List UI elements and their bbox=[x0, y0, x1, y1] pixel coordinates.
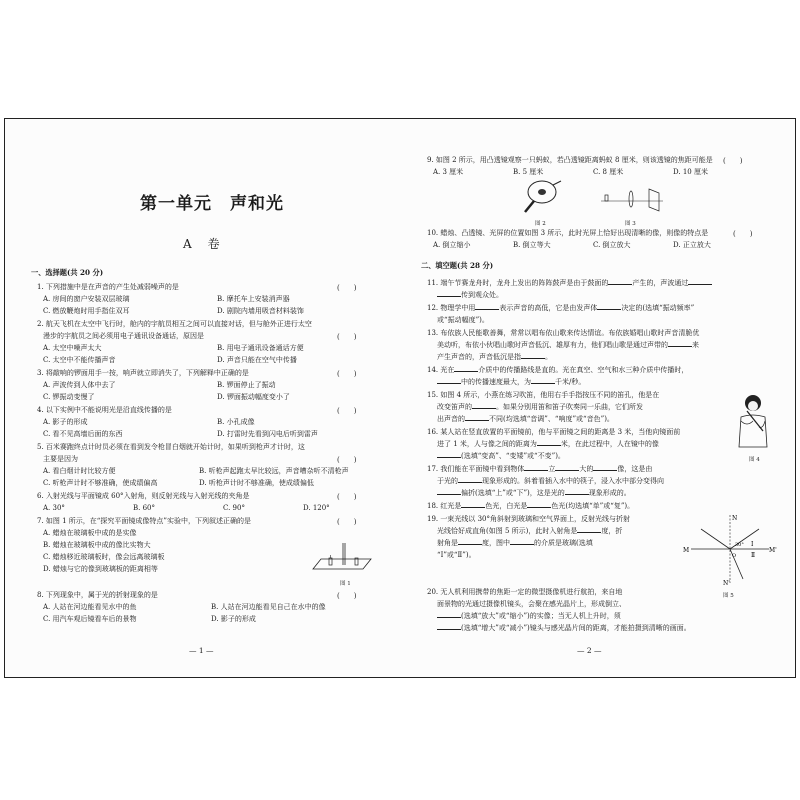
question-10-option-d: D. 正立放大 bbox=[673, 241, 711, 249]
question-8-option-d: D. 影子的形成 bbox=[211, 615, 256, 623]
figure-1-caption: 图 1 bbox=[340, 581, 351, 587]
question-3-stem: 3. 将敲响的锣面用手一按，响声就立即消失了，下列解释中正确的是 bbox=[37, 369, 249, 377]
figure-4-flute-player bbox=[733, 391, 777, 453]
question-11-line-1: 11. 端午节赛龙舟时，龙舟上发出的阵阵鼓声是由于鼓面的 产生的，声波通过 bbox=[427, 279, 712, 287]
question-1-option-d: D. 剧院内墙用吸音材料装饰 bbox=[217, 307, 304, 315]
question-14-line-2: 中的传播速度最大，为 千米/秒。 bbox=[437, 378, 585, 386]
question-19-line-4: “Ⅰ”或“Ⅱ”)。 bbox=[437, 551, 476, 559]
question-6-stem: 6. 入射光线与平面镜成 60°入射角，则反射光线与入射光线的夹角是 bbox=[37, 492, 250, 500]
figure-5-label-m-prime: M' bbox=[769, 547, 777, 554]
question-3-option-a: A. 声波传到人体中去了 bbox=[43, 381, 116, 389]
figure-5-label-m: M bbox=[683, 547, 690, 554]
question-20-line-4: (选填“增大”或“减小”)镜头与感光晶片间的距离，才能拍摄到清晰的画面。 bbox=[437, 624, 691, 632]
question-17-line-1: 17. 我们能在平面镜中看到物体 立 大的 像，这是由 bbox=[427, 465, 653, 473]
question-6-option-c: C. 90° bbox=[223, 504, 245, 512]
question-2-stem-cont: 漫步的宇航员之间必须用电子通讯设备通话，原因是 bbox=[43, 332, 204, 340]
figure-3-lens-setup bbox=[601, 185, 665, 215]
figure-5-label-n: N bbox=[732, 515, 738, 522]
question-13-line-3: 产生声音的，声音低沉是指 。 bbox=[437, 353, 552, 361]
question-3-option-d: D. 锣面振动幅度变小了 bbox=[217, 393, 290, 401]
figure-5-caption: 图 5 bbox=[723, 593, 734, 599]
question-3-option-b: B. 锣面停止了振动 bbox=[217, 381, 276, 389]
question-8-option-c: C. 用汽车观后镜看车后的景物 bbox=[43, 615, 137, 623]
figure-5-medium-2: Ⅱ bbox=[751, 552, 756, 559]
question-10-option-c: C. 倒立放大 bbox=[593, 241, 631, 249]
volume-label: A 卷 bbox=[183, 237, 222, 251]
question-16-line-1: 16. 某人站在竖直放置的平面镜前，他与平面镜之间的距离是 3 米，当他向镜面前 bbox=[427, 428, 681, 436]
question-2-option-c: C. 太空中不能传播声音 bbox=[43, 356, 116, 364]
question-12-line-1: 12. 物理学中用 表示声音的高低，它是由发声体 决定的(选填“振动频率” bbox=[427, 304, 695, 312]
question-20-line-2: 面景物的光通过摄像机镜头，会聚在感光晶片上，形成倒立、 bbox=[437, 600, 626, 608]
question-7-option-b: B. 蜡烛在玻璃板中成的像比实物大 bbox=[43, 541, 151, 549]
question-9-option-a: A. 3 厘米 bbox=[433, 168, 464, 176]
question-5-option-b: B. 听枪声起跑太早比较远，声音嘈杂听不清枪声 bbox=[199, 467, 349, 475]
left-page bbox=[5, 119, 399, 677]
question-7-answer-paren: ( ) bbox=[337, 518, 357, 526]
question-5-stem: 5. 百米赛跑终点计时员必须在看到发令枪冒白烟就开始计时，如果听到枪声才计时，这 bbox=[37, 443, 305, 451]
question-6-option-b: B. 60° bbox=[133, 504, 156, 512]
question-2-stem: 2. 航天飞机在太空中飞行时，舱内的宇航员相互之间可以直接对话，但与舱外正进行太空 bbox=[37, 320, 312, 328]
question-7-stem: 7. 如图 1 所示，在“探究平面镜成像特点”实验中，下列叙述正确的是 bbox=[37, 517, 251, 525]
question-13-line-2: 美动听，布依小伙唱山歌时声音低沉、雄厚有力，他们唱山歌是通过声带的 来 bbox=[437, 341, 699, 349]
question-7-option-a: A. 蜡烛在玻璃板中成的是实像 bbox=[43, 529, 137, 537]
question-8-option-b: B. 人站在河边能看见自己在水中的像 bbox=[211, 603, 326, 611]
question-4-option-d: D. 打雷时先看到闪电后听到雷声 bbox=[217, 430, 318, 438]
question-2-option-d: D. 声音只能在空气中传播 bbox=[217, 356, 297, 364]
question-5-option-c: C. 听枪声计时不够准确，使成绩偏高 bbox=[43, 479, 158, 487]
question-9-stem: 9. 如图 2 所示，用凸透镜观察一只蚂蚁，若凸透镜距离蚂蚁 8 厘米，则该透镜的焦距可能是 bbox=[427, 156, 713, 164]
question-2-option-b: B. 用电子通讯设备通话方便 bbox=[217, 344, 304, 352]
question-13-line-1: 13. 布依族人民能歌善舞，常常以唱布依山歌来传达情谊。布依族婚唱山歌时声音清脆优 bbox=[427, 329, 700, 337]
question-10-stem: 10. 蜡烛、凸透镜、光屏的位置如图 3 所示，此时光屏上恰好出现清晰的像，则像的特点是 bbox=[427, 229, 709, 237]
question-15-line-2: 改变笛声的 。如果分别用笛和笛子吹奏同一乐曲，它们所发 bbox=[437, 403, 643, 411]
question-2-option-a: A. 太空中噪声太大 bbox=[43, 344, 102, 352]
question-10-answer-paren: ( ) bbox=[733, 230, 753, 238]
section-choice-heading: 一、选择题(共 20 分) bbox=[31, 268, 104, 277]
question-17-line-2: 于光的 现象形成的。斜着看插入水中的筷子，浸入水中部分变得向 bbox=[437, 477, 664, 485]
question-5-option-d: D. 听枪声计时不够准确，使成绩偏低 bbox=[199, 479, 314, 487]
question-8-stem: 8. 下列现象中，属于光的折射现象的是 bbox=[37, 591, 158, 599]
figure-5-refraction-diagram bbox=[683, 511, 777, 587]
question-7-option-d: D. 蜡烛与它的像到玻璃板的距离相等 bbox=[43, 565, 158, 573]
question-19-line-1: 19. 一束光线以 30°角斜射到玻璃和空气界面上，反射光线与折射 bbox=[427, 515, 630, 523]
question-1-stem: 1. 下列措施中是在声音的产生处减弱噪声的是 bbox=[37, 283, 179, 291]
question-5-stem-cont: 主要是因为 bbox=[43, 455, 78, 463]
question-6-option-a: A. 30° bbox=[43, 504, 65, 512]
question-1-option-a: A. 房间的窗户安装双层玻璃 bbox=[43, 295, 130, 303]
question-7-option-c: C. 蜡烛移近玻璃板时，像会远离玻璃板 bbox=[43, 553, 165, 561]
question-1-option-c: C. 燃放鞭炮时用手指住双耳 bbox=[43, 307, 130, 315]
question-15-line-3: 出声音的 不同(均选填“音调”、“响度”或“音色”)。 bbox=[437, 415, 614, 423]
question-1-answer-paren: ( ) bbox=[337, 284, 357, 292]
figure-3-caption: 图 3 bbox=[625, 221, 636, 227]
figure-2-caption: 图 2 bbox=[535, 221, 546, 227]
page-number-left: — 1 — bbox=[189, 646, 214, 655]
question-6-answer-paren: ( ) bbox=[337, 493, 357, 501]
question-11-line-2: 传到观众处。 bbox=[437, 291, 503, 299]
question-4-answer-paren: ( ) bbox=[337, 407, 357, 415]
page-number-right: — 2 — bbox=[577, 646, 602, 655]
figure-4-caption: 图 4 bbox=[749, 457, 760, 463]
question-3-option-c: C. 锣振动变慢了 bbox=[43, 393, 95, 401]
figure-5-label-o: O bbox=[732, 553, 737, 559]
question-9-option-d: D. 10 厘米 bbox=[673, 168, 708, 176]
exam-sheet bbox=[4, 118, 796, 678]
question-16-line-3: (选填“变高”、“变矮”或“不变”)。 bbox=[437, 452, 565, 460]
question-18-line-1: 18. 红光是 色光，白光是 色光(均选填“单”或“复”)。 bbox=[427, 502, 635, 510]
question-20-line-1: 20. 无人机利用携带的焦距一定的微型摄像机进行航拍，来自地 bbox=[427, 588, 623, 596]
question-9-option-c: C. 8 厘米 bbox=[593, 168, 624, 176]
section-fill-heading: 二、填空题(共 28 分) bbox=[421, 261, 494, 270]
question-12-line-2: 或“振动幅度”)。 bbox=[437, 316, 489, 324]
question-19-line-3: 射角是 度，图中 的介质是玻璃(选填 bbox=[437, 539, 593, 547]
question-9-answer-paren: ( ) bbox=[723, 157, 743, 165]
figure-5-angle-label: 30° bbox=[735, 542, 744, 548]
question-2-answer-paren: ( ) bbox=[337, 333, 357, 341]
question-10-option-b: B. 倒立等大 bbox=[513, 241, 551, 249]
figure-1-mirror-setup bbox=[305, 539, 375, 583]
question-3-answer-paren: ( ) bbox=[337, 370, 357, 378]
question-19-line-2: 光线恰好成直角(如图 5 所示)，此时入射角是 度，折 bbox=[437, 527, 623, 535]
question-17-line-3: 偏折(选填“上”或“下”)，这是光的 现象形成的。 bbox=[437, 489, 631, 497]
unit-title: 第一单元 声和光 bbox=[140, 194, 284, 214]
question-5-option-a: A. 看白烟计时比较方便 bbox=[43, 467, 116, 475]
question-14-line-1: 14. 光在 介质中的传播路线是直的。光在真空、空气和水三种介质中传播时， bbox=[427, 366, 689, 374]
figure-5-label-n-prime: N' bbox=[723, 580, 730, 587]
question-9-option-b: B. 5 厘米 bbox=[513, 168, 544, 176]
question-8-answer-paren: ( ) bbox=[337, 592, 357, 600]
right-page bbox=[401, 119, 795, 677]
figure-5-medium-1: Ⅰ bbox=[751, 541, 754, 548]
question-4-option-c: C. 看不见高墙后面的东西 bbox=[43, 430, 123, 438]
question-4-option-b: B. 小孔成像 bbox=[217, 418, 255, 426]
question-15-line-1: 15. 如图 4 所示，小燕在练习吹笛，他用右手手指按压不同的笛孔，他是在 bbox=[427, 391, 660, 399]
question-1-option-b: B. 摩托车上安装消声器 bbox=[217, 295, 290, 303]
figure-2-magnifier bbox=[517, 177, 567, 217]
question-16-line-2: 进了 1 米，人与像之间的距离为 米，在此过程中，人在镜中的像 bbox=[437, 440, 659, 448]
question-4-stem: 4. 以下实例中不能说明光是沿直线传播的是 bbox=[37, 406, 172, 414]
question-5-answer-paren: ( ) bbox=[337, 456, 357, 464]
question-6-option-d: D. 120° bbox=[303, 504, 330, 512]
question-10-option-a: A. 倒立缩小 bbox=[433, 241, 471, 249]
question-4-option-a: A. 影子的形成 bbox=[43, 418, 88, 426]
question-20-line-3: (选填“放大”或“缩小”)的实像；当无人机上升时，须 bbox=[437, 612, 621, 620]
question-8-option-a: A. 人站在河边能看见水中的鱼 bbox=[43, 603, 137, 611]
